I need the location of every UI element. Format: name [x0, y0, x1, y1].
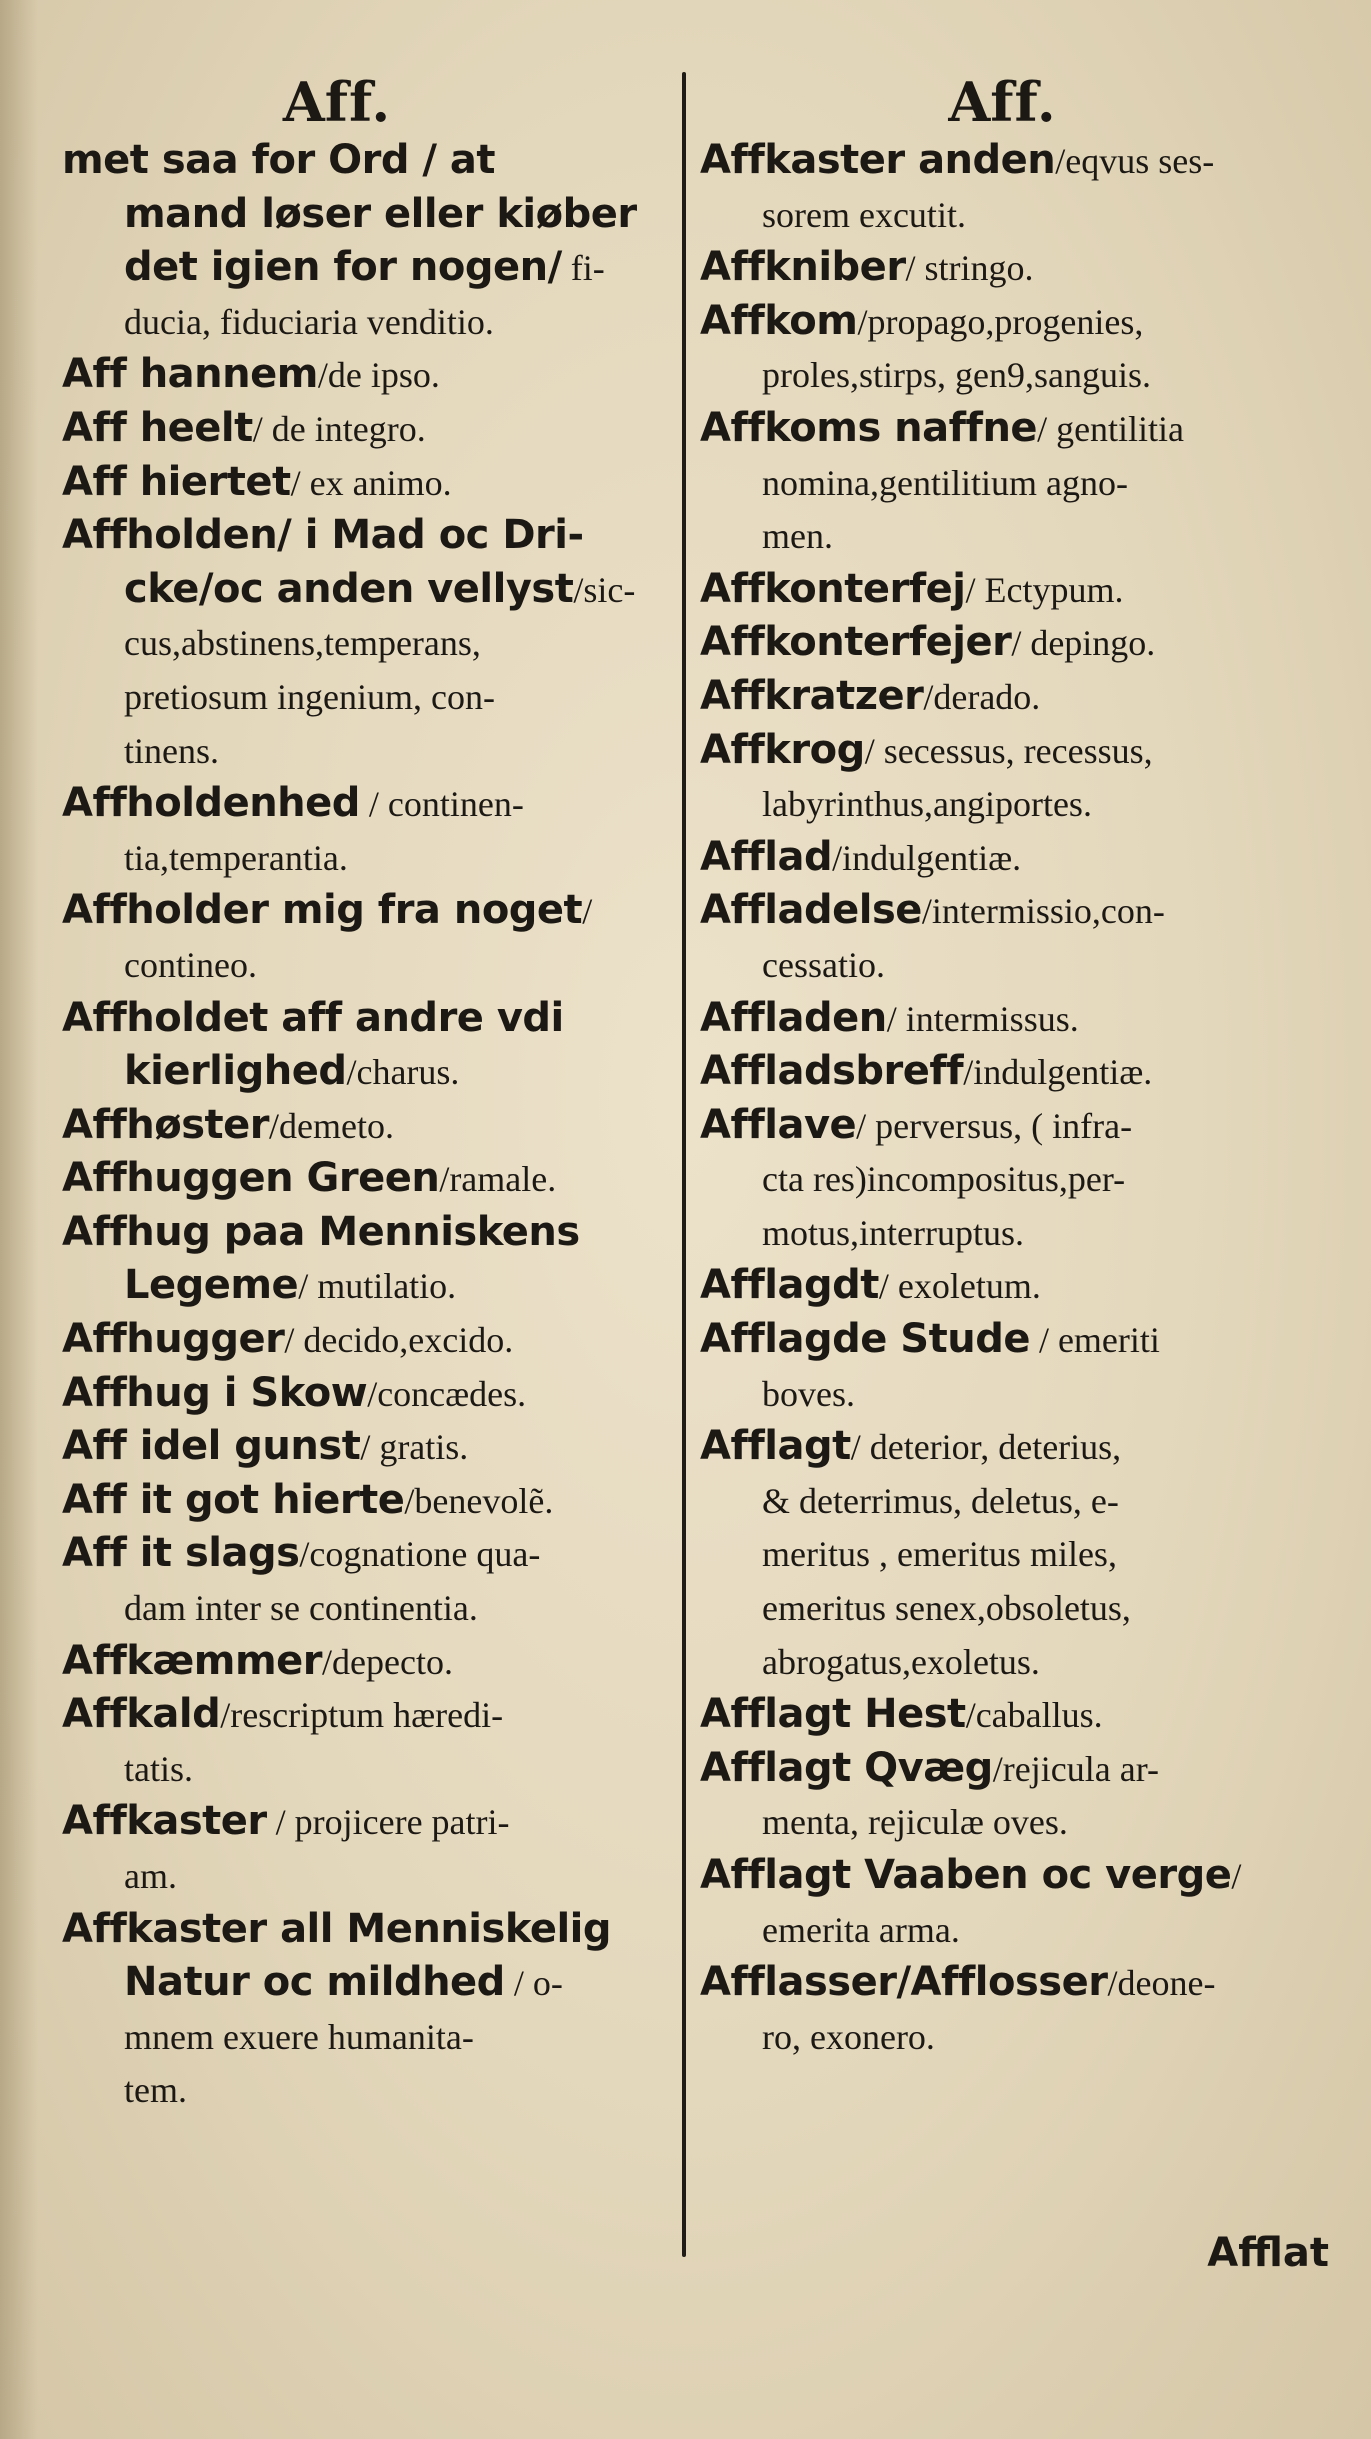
entry-line: [62, 1367, 672, 1421]
headword-text: Affladsbreff: [700, 1048, 964, 1095]
entry-line: [62, 1313, 672, 1367]
dictionary-entry: [700, 134, 1325, 241]
entry-line: [62, 616, 672, 670]
dictionary-entry: [700, 616, 1325, 670]
headword-text: Afflagdt: [700, 1262, 879, 1309]
latin-gloss: /rescriptum hæredi-: [220, 1695, 504, 1736]
dictionary-entry: [62, 1688, 672, 1795]
dictionary-entry: [700, 1045, 1325, 1099]
dictionary-entry: [700, 1849, 1325, 1956]
entry-line: [700, 1688, 1325, 1742]
latin-gloss: /propago,progenies,: [857, 301, 1144, 342]
latin-gloss: /derado.: [923, 676, 1041, 717]
latin-gloss: labyrinthus,angiportes.: [762, 784, 1092, 825]
entry-line: [700, 938, 1325, 992]
dictionary-entry: [62, 1474, 672, 1528]
headword-text: Affkniber: [700, 244, 906, 291]
latin-gloss: /deone-: [1107, 1963, 1216, 2004]
entry-line: [700, 1903, 1325, 1957]
dictionary-entry: [62, 402, 672, 456]
entry-line: [700, 884, 1325, 938]
entry-line: [62, 402, 672, 456]
headword-text: det igien for nogen/: [124, 244, 562, 291]
dictionary-entry: [62, 456, 672, 510]
entry-line: [62, 2063, 672, 2117]
entry-line: [62, 1688, 672, 1742]
entry-line: [700, 831, 1325, 885]
latin-gloss: /benevolẽ.: [404, 1480, 554, 1521]
entry-line: [62, 295, 672, 349]
dictionary-entry: [700, 724, 1325, 831]
latin-gloss: men.: [762, 516, 833, 557]
dictionary-entry: [62, 1903, 672, 2117]
entry-line: [700, 1474, 1325, 1528]
entry-line: [62, 884, 672, 938]
entry-line: [62, 1903, 672, 1957]
dictionary-entry: [700, 831, 1325, 885]
headword-text: Aff idel gunst: [62, 1423, 361, 1470]
latin-gloss: dam inter se continentia.: [124, 1588, 478, 1629]
dictionary-entry: [62, 1206, 672, 1313]
headword-text: Affhugger: [62, 1316, 285, 1363]
entry-line: [62, 1420, 672, 1474]
latin-gloss: / deterior, deterius,: [850, 1427, 1122, 1468]
headword-text: Affkom: [700, 297, 858, 344]
latin-gloss: /concædes.: [367, 1373, 527, 1414]
latin-gloss: tem.: [124, 2070, 187, 2111]
latin-gloss: / projicere patri-: [266, 1802, 510, 1843]
headword-text: Afflagt: [700, 1423, 851, 1470]
entry-line: [62, 563, 672, 617]
latin-gloss: /cognatione qua-: [299, 1534, 541, 1575]
entry-line: [700, 1152, 1325, 1206]
latin-gloss: / de integro.: [252, 408, 426, 449]
entry-line: [62, 1956, 672, 2010]
latin-gloss: / stringo.: [905, 248, 1034, 289]
dictionary-entry: [62, 509, 672, 777]
dictionary-entry: [62, 134, 672, 348]
dictionary-entry: [62, 1313, 672, 1367]
latin-gloss: motus,interruptus.: [762, 1212, 1024, 1253]
entry-line: [62, 1099, 672, 1153]
headword-text: mand løser eller kiøber: [124, 190, 637, 237]
latin-gloss: / emeriti: [1029, 1320, 1160, 1361]
headword-text: Affkaster all Menniskelig: [62, 1905, 612, 1952]
entry-line: [700, 1099, 1325, 1153]
headword-text: Affkonterfej: [700, 565, 966, 612]
entry-line: [62, 1206, 672, 1260]
dictionary-entry: [62, 884, 672, 991]
latin-gloss: / ex animo.: [290, 462, 452, 503]
entry-line: [700, 616, 1325, 670]
dictionary-entry: [700, 1956, 1325, 2063]
dictionary-entry: [62, 1099, 672, 1153]
latin-gloss: /: [1231, 1856, 1242, 1896]
entry-line: [62, 241, 672, 295]
dictionary-entry: [700, 1259, 1325, 1313]
entry-line: [700, 1635, 1325, 1689]
dictionary-entry: [62, 777, 672, 884]
entry-line: [62, 1742, 672, 1796]
entry-line: [700, 1795, 1325, 1849]
entry-line: [700, 670, 1325, 724]
entry-line: [700, 1956, 1325, 2010]
entry-line: [700, 1045, 1325, 1099]
headword-text: Affkæmmer: [62, 1637, 322, 1684]
headword-text: Afflad: [700, 833, 833, 880]
entry-line: [62, 1581, 672, 1635]
latin-gloss: /ramale.: [439, 1159, 557, 1200]
entry-line: [700, 241, 1325, 295]
latin-gloss: / intermissus.: [886, 998, 1079, 1039]
latin-gloss: /indulgentiæ.: [963, 1052, 1153, 1093]
dictionary-entry: [700, 402, 1325, 563]
headword-text: Afflagt Qvæg: [700, 1744, 993, 1791]
headword-text: Affkald: [62, 1691, 221, 1738]
headword-text: Legeme: [124, 1262, 299, 1309]
headword-text: Natur oc mildhed: [124, 1959, 505, 2006]
headword-text: Affhug i Skow: [62, 1369, 368, 1416]
latin-gloss: tia,temperantia.: [124, 837, 348, 878]
dictionary-entry: [700, 563, 1325, 617]
latin-gloss: /: [582, 891, 593, 932]
entry-line: [700, 348, 1325, 402]
latin-gloss: /intermissio,con-: [921, 891, 1165, 932]
headword-text: Affkaster: [62, 1798, 267, 1845]
latin-gloss: / depingo.: [1011, 623, 1156, 664]
headword-text: Afflagt Vaaben oc verge: [700, 1852, 1232, 1898]
dictionary-entry: [700, 1099, 1325, 1260]
latin-gloss: meritus , emeritus miles,: [762, 1534, 1117, 1575]
entry-line: [700, 724, 1325, 778]
latin-gloss: /de ipso.: [317, 355, 440, 396]
entry-line: [62, 724, 672, 778]
latin-gloss: /caballus.: [965, 1695, 1103, 1736]
headword-text: Affholder mig fra noget: [62, 887, 583, 934]
entry-line: [700, 563, 1325, 617]
latin-gloss: /sic-: [573, 569, 636, 610]
entry-line: [700, 1527, 1325, 1581]
dictionary-entry: [62, 992, 672, 1099]
headword-text: Affhøster: [62, 1101, 270, 1148]
entry-line: [62, 1045, 672, 1099]
entry-line: [62, 992, 672, 1046]
latin-gloss: tinens.: [124, 730, 219, 771]
latin-gloss: cus,abstinens,temperans,: [124, 623, 481, 664]
latin-gloss: proles,stirps, gen9,sanguis.: [762, 355, 1151, 396]
headword-text: Afflave: [700, 1101, 857, 1148]
entry-line: [62, 1152, 672, 1206]
entry-line: [62, 831, 672, 885]
left-entries: [62, 134, 672, 2117]
headword-text: Affholdet aff andre vdi: [62, 994, 564, 1041]
headword-text: Aff it got hierte: [62, 1476, 405, 1523]
dictionary-entry: [62, 348, 672, 402]
latin-gloss: sorem excutit.: [762, 194, 966, 235]
dictionary-entry: [62, 1527, 672, 1634]
latin-gloss: & deterrimus, deletus, e-: [762, 1480, 1119, 1521]
entry-line: [700, 456, 1325, 510]
left-column: [62, 70, 672, 2117]
headword-text: Afflagt Hest: [700, 1691, 966, 1738]
headword-text: Affkonterfejer: [700, 619, 1012, 666]
entry-line: [62, 777, 672, 831]
entry-line: [62, 348, 672, 402]
entry-line: [62, 509, 672, 563]
entry-line: [62, 134, 672, 188]
entry-line: [62, 1635, 672, 1689]
dictionary-entry: [700, 1688, 1325, 1742]
column-divider: [682, 72, 686, 2257]
latin-gloss: / decido,excido.: [284, 1320, 514, 1361]
latin-gloss: / perversus, ( infra-: [856, 1105, 1133, 1146]
dictionary-entry: [700, 295, 1325, 402]
latin-gloss: / mutilatio.: [298, 1266, 457, 1307]
headword-text: Affkaster anden: [700, 137, 1056, 183]
dictionary-entry: [700, 1420, 1325, 1688]
headword-text: Aff it slags: [62, 1530, 300, 1577]
headword-text: Affhug paa Menniskens: [62, 1208, 580, 1255]
right-column: [700, 70, 1325, 2063]
entry-line: [700, 777, 1325, 831]
headword-text: Affkratzer: [700, 672, 924, 719]
entry-line: [700, 1206, 1325, 1260]
latin-gloss: cta res)incompositus,per-: [762, 1159, 1126, 1200]
entry-line: [700, 1581, 1325, 1635]
entry-line: [700, 188, 1325, 242]
entry-line: [62, 670, 672, 724]
dictionary-entry: [700, 1313, 1325, 1420]
dictionary-entry: [700, 1742, 1325, 1849]
headword-text: Affkoms naffne: [700, 404, 1038, 451]
entry-line: [700, 1313, 1325, 1367]
headword-text: met saa for Ord / at: [62, 137, 496, 183]
dictionary-entry: [62, 1152, 672, 1206]
entry-line: [700, 295, 1325, 349]
dictionary-entry: [62, 1367, 672, 1421]
latin-gloss: / Ectypum.: [965, 569, 1124, 610]
entry-line: [700, 402, 1325, 456]
entry-line: [62, 2010, 672, 2064]
headword-text: Affladelse: [700, 887, 922, 934]
latin-gloss: / gentilitia: [1037, 408, 1185, 449]
dictionary-entry: [700, 241, 1325, 295]
latin-gloss: tatis.: [124, 1748, 193, 1789]
entry-line: [700, 2010, 1325, 2064]
latin-gloss: /depecto.: [322, 1641, 453, 1682]
entry-line: [62, 1474, 672, 1528]
headword-text: Aff hiertet: [62, 458, 291, 505]
headword-text: Afflagde Stude: [700, 1316, 1030, 1363]
latin-gloss: menta, rejiculæ oves.: [762, 1802, 1068, 1843]
latin-gloss: / secessus, recessus,: [864, 730, 1153, 771]
latin-gloss: am.: [124, 1856, 177, 1896]
headword-text: kierlighed: [124, 1048, 347, 1095]
latin-gloss: cessatio.: [762, 944, 885, 985]
entry-line: [700, 1849, 1325, 1903]
right-entries: [700, 134, 1325, 2063]
latin-gloss: mnem exuere humanita-: [124, 2016, 474, 2057]
dictionary-entry: [62, 1635, 672, 1689]
latin-gloss: contineo.: [124, 944, 257, 985]
dictionary-entry: [700, 884, 1325, 991]
latin-gloss: /eqvus ses-: [1055, 141, 1215, 181]
entry-line: [700, 1742, 1325, 1796]
entry-line: [700, 1259, 1325, 1313]
latin-gloss: /charus.: [346, 1052, 460, 1093]
right-running-head: Aff.: [948, 70, 1057, 134]
latin-gloss: pretiosum ingenium, con-: [124, 676, 495, 717]
latin-gloss: nomina,gentilitium agno-: [762, 462, 1128, 503]
latin-gloss: /indulgentiæ.: [832, 837, 1022, 878]
headword-text: Aff hannem: [62, 351, 318, 398]
latin-gloss: boves.: [762, 1373, 855, 1414]
latin-gloss: / o-: [504, 1963, 563, 2004]
entry-line: [62, 1849, 672, 1903]
headword-text: Affhuggen Green: [62, 1155, 440, 1202]
left-running-head: Aff.: [282, 70, 392, 134]
headword-text: Affladen: [700, 994, 887, 1041]
latin-gloss: ro, exonero.: [762, 2016, 935, 2057]
entry-line: [62, 1527, 672, 1581]
latin-gloss: /demeto.: [269, 1105, 394, 1146]
entry-line: [700, 1367, 1325, 1421]
catchword: Afflat: [1207, 2230, 1329, 2276]
latin-gloss: abrogatus,exoletus.: [762, 1641, 1040, 1682]
latin-gloss: emerita arma.: [762, 1909, 960, 1950]
headword-text: Affholden/ i Mad oc Dri-: [62, 512, 584, 559]
dictionary-entry: [700, 670, 1325, 724]
entry-line: [62, 938, 672, 992]
entry-line: [62, 188, 672, 242]
latin-gloss: / gratis.: [360, 1427, 469, 1468]
latin-gloss: fi-: [561, 248, 605, 289]
headword-text: cke/oc anden vellyst: [124, 565, 574, 612]
headword-text: Affkrog: [700, 726, 865, 773]
entry-line: [62, 456, 672, 510]
latin-gloss: / exoletum.: [878, 1266, 1041, 1307]
latin-gloss: emeritus senex,obsoletus,: [762, 1588, 1131, 1629]
latin-gloss: ducia, fiduciaria venditio.: [124, 301, 494, 342]
dictionary-entry: [62, 1420, 672, 1474]
entry-line: [700, 1420, 1325, 1474]
latin-gloss: /rejicula ar-: [992, 1748, 1159, 1789]
headword-text: Aff heelt: [62, 404, 253, 451]
dictionary-entry: [62, 1795, 672, 1902]
entry-line: [62, 1795, 672, 1849]
headword-text: Afflasser/Afflosser: [700, 1959, 1108, 2006]
latin-gloss: / continen-: [359, 784, 524, 825]
entry-line: [700, 992, 1325, 1046]
entry-line: [700, 509, 1325, 563]
entry-line: [62, 1259, 672, 1313]
headword-text: Affholdenhed: [62, 780, 360, 827]
dictionary-entry: [700, 992, 1325, 1046]
entry-line: [700, 134, 1325, 188]
